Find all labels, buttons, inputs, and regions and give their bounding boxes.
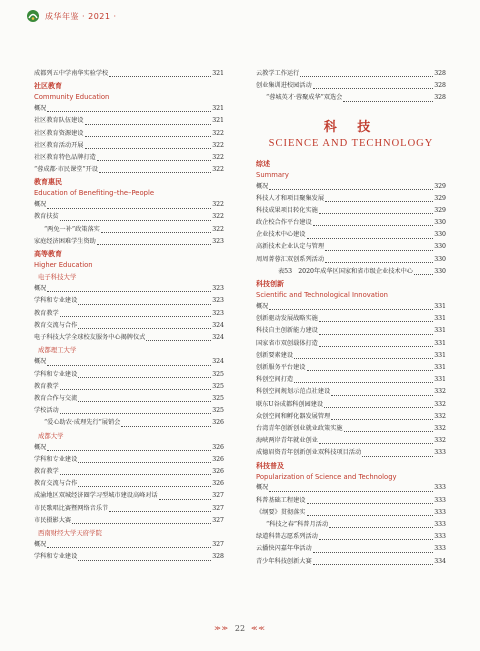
dot-leader (60, 389, 211, 390)
dot-leader (325, 262, 433, 263)
toc-entry (34, 405, 224, 417)
toc-entry-title: 科创空间打造 (256, 376, 294, 384)
toc-page-number: 325 (212, 370, 224, 378)
toc-entry (34, 103, 224, 115)
toc-page-number: 325 (212, 382, 224, 390)
footer-ornament-right: ≪≪ (251, 625, 266, 632)
toc-page-number: 329 (434, 182, 446, 190)
toc-page-number: 321 (212, 69, 224, 77)
toc-entry-title: 教育教学 (34, 382, 59, 390)
toc-page-number: 323 (212, 285, 224, 293)
chapter-title-cn: 科 技 (323, 119, 379, 135)
toc-page-number: 323 (212, 309, 224, 317)
toc-entry-title: 教育交流与合作 (34, 480, 78, 488)
toc-page-number: 322 (212, 153, 224, 161)
toc-entry-title: 概况 (34, 358, 47, 366)
dot-leader (60, 413, 211, 414)
toc-entry (256, 325, 446, 337)
dot-leader (47, 547, 211, 548)
toc-page-number: 324 (212, 333, 224, 341)
toc-entry-title: 家庭经济困难学生资助 (34, 237, 96, 245)
toc-entry (256, 313, 446, 325)
toc-entry (34, 515, 224, 527)
toc-entry-title: 云教学工作运行 (256, 69, 300, 77)
toc-entry (256, 68, 446, 80)
section-heading-cn: 高等教育 (34, 250, 62, 259)
dot-leader (313, 225, 434, 226)
toc-entry (34, 478, 224, 490)
toc-page-number: 329 (434, 206, 446, 214)
toc-page-number: 322 (212, 129, 224, 137)
dot-leader (121, 426, 211, 427)
toc-page-number: 322 (212, 213, 224, 221)
section-heading-cn: 教育惠民 (34, 178, 62, 187)
toc-entry (256, 350, 446, 362)
dot-leader (343, 101, 433, 102)
toc-entry (34, 164, 224, 176)
dot-leader (78, 328, 211, 329)
institution-heading: 电子科技大学 (38, 273, 77, 282)
dot-leader (60, 220, 211, 221)
dot-leader (331, 419, 433, 420)
toc-page-number: 333 (434, 449, 446, 457)
section-heading-cn: 社区教育 (34, 82, 62, 91)
toc-page-number: 333 (434, 521, 446, 529)
toc-page-number: 330 (434, 243, 446, 251)
toc-entry-title: 学科和专业建设 (34, 553, 78, 561)
toc-entry-title: 众创空间和孵化器发展管理 (256, 412, 331, 420)
dot-leader (362, 456, 433, 457)
toc-entry-title: 概况 (256, 484, 269, 492)
toc-entry (256, 507, 446, 519)
dot-leader (72, 523, 211, 524)
toc-entry-title: 学校活动 (34, 407, 59, 415)
footer-ornament-left: ≫≫ (214, 625, 229, 632)
toc-entry (34, 128, 224, 140)
toc-entry (256, 193, 446, 205)
toc-entry (34, 236, 224, 248)
dot-leader (294, 358, 433, 359)
page-footer (0, 624, 480, 633)
toc-entry-title: 电子科技大学全球校友服务中心揭牌仪式 (34, 333, 146, 341)
toc-page-number: 322 (212, 141, 224, 149)
page-number: 22 (234, 624, 246, 633)
toc-entry-title: “科技之春”科普月活动 (266, 521, 329, 529)
dot-leader (319, 443, 433, 444)
toc-page-number: 326 (212, 468, 224, 476)
toc-entry (34, 68, 224, 80)
toc-page-number: 331 (434, 339, 446, 347)
dot-leader (331, 395, 433, 396)
dot-leader (78, 401, 211, 402)
toc-entry (256, 543, 446, 555)
toc-entry-title: 创业集训进校园活动 (256, 82, 312, 90)
toc-entry (256, 254, 446, 266)
toc-page-number: 326 (212, 443, 224, 451)
section-heading-cn: 综述 (256, 159, 270, 168)
toc-entry (256, 205, 446, 217)
dot-leader (60, 316, 211, 317)
toc-entry (256, 531, 446, 543)
toc-page-number: 325 (212, 407, 224, 415)
section-heading-en: Education of Benefiting–the–People (34, 189, 155, 198)
section-heading-en: Popularization of Science and Technology (256, 472, 397, 481)
toc-entry-title: 概况 (256, 303, 269, 311)
toc-entry-title: 云播快闪嘉年华活动 (256, 545, 312, 553)
toc-entry-title: 绿道科普志愿系列活动 (256, 533, 318, 541)
toc-right-bottom (256, 159, 446, 568)
dot-leader (47, 291, 211, 292)
dot-leader (78, 462, 211, 463)
dot-leader (78, 377, 211, 378)
institution-heading: 成都大学 (38, 431, 64, 440)
yearbook-logo-icon (26, 9, 40, 23)
toc-entry (256, 92, 446, 104)
toc-page-number: 332 (434, 400, 446, 408)
toc-page-number: 324 (212, 358, 224, 366)
dot-leader (101, 232, 211, 233)
dot-leader (159, 499, 211, 500)
toc-entry-title: 国家省市双创载体打造 (256, 339, 318, 347)
section-heading-cn: 科技创新 (256, 280, 284, 289)
toc-entry-title: 教育合作与交流 (34, 394, 78, 402)
toc-entry-title: 教育教学 (34, 468, 59, 476)
toc-entry-title: 科创空间规划示范点社建设 (256, 388, 331, 396)
dot-leader (307, 515, 434, 516)
dot-leader (78, 304, 211, 305)
dot-leader (319, 213, 433, 214)
toc-entry (256, 556, 446, 568)
toc-entry-title: 台湾青年创新创业就业政策实施 (256, 424, 343, 432)
dot-leader (307, 503, 434, 504)
section-heading-en: Community Education (34, 93, 110, 102)
toc-page-number: 331 (434, 376, 446, 384)
toc-entry-title: 海峡两岸青年就业创业 (256, 437, 318, 445)
toc-entry-title: 《纲要》贯彻落实 (256, 508, 306, 516)
toc-page-number: 327 (212, 492, 224, 500)
toc-entry (34, 381, 224, 393)
dot-leader (85, 136, 212, 137)
toc-entry (34, 442, 224, 454)
toc-page-number: 331 (434, 363, 446, 371)
toc-page-number: 321 (212, 105, 224, 113)
toc-page-number: 332 (434, 388, 446, 396)
toc-entry-title: 成都列五中学南华实验学校 (34, 69, 109, 77)
toc-entry (256, 423, 446, 435)
dot-leader (78, 486, 211, 487)
toc-entry-title: 周周菁蓉汇双创系列活动 (256, 255, 325, 263)
toc-entry (256, 362, 446, 374)
toc-entry-title: 社区教育资源建设 (34, 129, 84, 137)
toc-page-number: 333 (434, 484, 446, 492)
toc-entry-title: 市民摄影大赛 (34, 516, 72, 524)
toc-entry (34, 490, 224, 502)
dot-leader (324, 407, 433, 408)
toc-entry (34, 140, 224, 152)
section-heading-en: Higher Education (34, 261, 93, 270)
toc-entry (256, 374, 446, 386)
dot-leader (344, 431, 434, 432)
toc-page-number: 334 (434, 557, 446, 565)
toc-page-number: 333 (434, 545, 446, 553)
dot-leader (414, 274, 433, 275)
toc-entry-title: 教育扶贫 (34, 213, 59, 221)
toc-entry-title: 学科和专业建设 (34, 370, 78, 378)
dot-leader (313, 552, 434, 553)
toc-page-number: 332 (434, 424, 446, 432)
dot-leader (78, 560, 211, 561)
section-heading-en: Scientific and Technological Innovation (256, 291, 388, 300)
toc-entry-title: 创新驱动发展战略实施 (256, 315, 318, 323)
dot-leader (325, 201, 433, 202)
toc-page-number: 330 (434, 231, 446, 239)
toc-entry (34, 332, 224, 344)
toc-entry-title: “爱心助农·成理先行”展销会 (44, 419, 121, 427)
dot-leader (307, 238, 434, 239)
toc-entry (256, 229, 446, 241)
toc-entry-title: 教育教学 (34, 309, 59, 317)
toc-page-number: 327 (212, 504, 224, 512)
toc-entry-title: 学科和专业建设 (34, 455, 78, 463)
dot-leader (294, 382, 433, 383)
toc-entry (34, 152, 224, 164)
toc-right-top (256, 68, 446, 105)
toc-page-number: 332 (434, 437, 446, 445)
dot-leader (313, 564, 434, 565)
toc-entry-title: 创新服务平台建设 (256, 363, 306, 371)
toc-entry (34, 224, 224, 236)
toc-page-number: 330 (434, 267, 446, 275)
toc-page-number: 332 (434, 412, 446, 420)
dot-leader (146, 340, 211, 341)
dot-leader (109, 76, 211, 77)
toc-page-number: 328 (434, 94, 446, 102)
toc-entry-title: 科普基础工程建设 (256, 496, 306, 504)
toc-entry-title: 联东U谷成都科创园建设 (256, 400, 324, 408)
toc-entry-title: 概况 (34, 285, 47, 293)
toc-page-number: 322 (212, 225, 224, 233)
toc-entry (256, 411, 446, 423)
toc-entry (256, 301, 446, 313)
toc-entry (34, 454, 224, 466)
dot-leader (269, 491, 433, 492)
toc-page-number: 325 (212, 394, 224, 402)
toc-entry-title: 概况 (34, 201, 47, 209)
toc-page-number: 331 (434, 351, 446, 359)
toc-page-number: 323 (212, 297, 224, 305)
dot-leader (97, 160, 211, 161)
dot-leader (307, 370, 434, 371)
dot-leader (85, 124, 212, 125)
toc-entry-title: “两免一补”政策落实 (44, 225, 100, 233)
toc-entry (34, 295, 224, 307)
running-title: 成华年鉴 · 2021 · (45, 11, 117, 21)
toc-page-number: 326 (212, 480, 224, 488)
toc-entry-title: 社区教育特色品牌打造 (34, 153, 96, 161)
toc-page-number: 322 (212, 201, 224, 209)
dot-leader (47, 450, 211, 451)
toc-entry-title: 概况 (34, 541, 47, 549)
toc-entry (256, 435, 446, 447)
toc-entry (34, 115, 224, 127)
toc-entry (34, 551, 224, 563)
toc-entry-title: 概况 (256, 182, 269, 190)
dot-leader (47, 111, 211, 112)
toc-entry (34, 283, 224, 295)
toc-entry-title: 社区教育活动开展 (34, 141, 84, 149)
toc-entry (256, 80, 446, 92)
dot-leader (313, 88, 434, 89)
toc-page-number: 333 (434, 496, 446, 504)
toc-entry-title: 概况 (34, 105, 47, 113)
dot-leader (99, 172, 211, 173)
toc-page-number: 331 (434, 315, 446, 323)
toc-page-number: 331 (434, 303, 446, 311)
toc-entry-title: 政企校合作平台建设 (256, 219, 312, 227)
toc-page-number: 328 (434, 82, 446, 90)
toc-entry (34, 503, 224, 515)
toc-entry (256, 495, 446, 507)
dot-leader (97, 244, 211, 245)
toc-entry-title: 科技自主创新能力建设 (256, 327, 318, 335)
toc-entry-title: 市民歌唱比赛暨网络音乐节 (34, 504, 109, 512)
toc-entry (34, 320, 224, 332)
toc-entry (34, 393, 224, 405)
toc-entry (256, 386, 446, 398)
toc-entry (256, 447, 446, 459)
toc-entry-title: 成渝地区双城经济圈学习型城市建设高峰对话 (34, 492, 158, 500)
toc-entry (34, 356, 224, 368)
toc-entry-title: 学科和专业建设 (34, 297, 78, 305)
dot-leader (319, 321, 433, 322)
dot-leader (109, 511, 211, 512)
dot-leader (85, 148, 212, 149)
toc-page-number: 327 (212, 541, 224, 549)
dot-leader (329, 527, 433, 528)
toc-entry (256, 519, 446, 531)
toc-page-number: 326 (212, 419, 224, 427)
toc-page-number: 333 (434, 508, 446, 516)
dot-leader (269, 309, 433, 310)
toc-entry-title: 科技人才和项目聚集发展 (256, 194, 325, 202)
toc-page-number: 328 (434, 69, 446, 77)
toc-entry (34, 212, 224, 224)
toc-page-number: 321 (212, 117, 224, 125)
toc-entry-title: 企业技术中心建设 (256, 231, 306, 239)
toc-page-number: 328 (212, 553, 224, 561)
toc-entry-title: “蓉成都·市民课堂”开设 (34, 166, 98, 174)
toc-entry-title: 青少年科技创新大赛 (256, 557, 312, 565)
toc-entry (256, 181, 446, 193)
toc-entry-title: 高新技术企业认定与管理 (256, 243, 325, 251)
toc-entry (256, 399, 446, 411)
toc-page-number: 330 (434, 219, 446, 227)
toc-entry (256, 242, 446, 254)
toc-page-number: 324 (212, 321, 224, 329)
toc-page-number: 326 (212, 455, 224, 463)
toc-entry-title: 教育交流与合作 (34, 321, 78, 329)
toc-entry (34, 308, 224, 320)
toc-entry (256, 338, 446, 350)
toc-page-number: 327 (212, 516, 224, 524)
chapter-title-en: SCIENCE AND TECHNOLOGY (268, 137, 434, 149)
toc-page-number: 330 (434, 255, 446, 263)
toc-entry (34, 417, 224, 429)
toc-entry (34, 369, 224, 381)
toc-entry-title: 社区教育队伍建设 (34, 117, 84, 125)
page-header (26, 8, 117, 24)
dot-leader (60, 474, 211, 475)
toc-right-column (256, 68, 446, 568)
toc-entry-title: 科技成果项目转化实施 (256, 206, 318, 214)
dot-leader (319, 346, 433, 347)
toc-entry (34, 539, 224, 551)
toc-entry (256, 483, 446, 495)
toc-entry-title: “蓉城英才·蓉聚成华”双选会 (266, 94, 343, 102)
dot-leader (325, 250, 433, 251)
toc-page-number: 333 (434, 533, 446, 541)
dot-leader (47, 208, 211, 209)
toc-entry-title: 创新要素建设 (256, 351, 294, 359)
toc-page-number: 323 (212, 237, 224, 245)
toc-entry-title: 概况 (34, 443, 47, 451)
toc-page-number: 331 (434, 327, 446, 335)
dot-leader (319, 334, 433, 335)
toc-entry-title: 成德眉资青年创新创业双科技项目活动 (256, 449, 362, 457)
institution-heading: 成都理工大学 (38, 346, 77, 355)
toc-entry (34, 466, 224, 478)
section-heading-cn: 科技普及 (256, 461, 284, 470)
toc-entry (256, 266, 446, 278)
dot-leader (300, 76, 433, 77)
toc-left-column (34, 68, 224, 564)
toc-entry (34, 199, 224, 211)
section-heading-en: Summary (256, 170, 289, 179)
toc-entry (256, 217, 446, 229)
institution-heading: 西南财经大学天府学院 (38, 529, 102, 537)
toc-page-number: 329 (434, 194, 446, 202)
toc-entry-title: 表53 2020年成华区国家和省市级企业技术中心 (278, 267, 413, 275)
dot-leader (47, 365, 211, 366)
toc-page-number: 322 (212, 166, 224, 174)
dot-leader (269, 189, 433, 190)
dot-leader (319, 539, 433, 540)
